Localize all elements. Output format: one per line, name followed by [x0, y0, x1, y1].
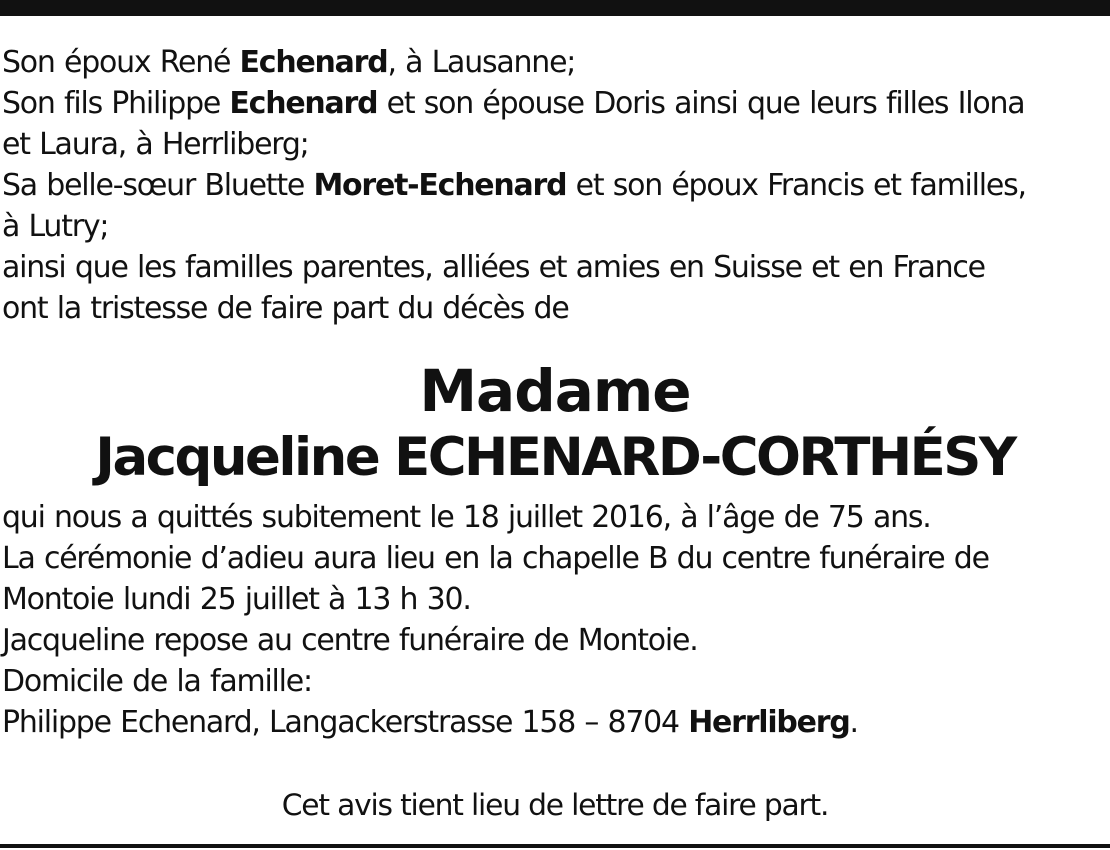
closing-statement: Cet avis tient lieu de lettre de faire part. [281, 788, 829, 823]
son-line-continued: et Laura, à Herrliberg; [2, 127, 309, 162]
relatives-line: ainsi que les familles parentes, alliées et amies en Suisse et en France [2, 250, 985, 285]
repose-line: Jacqueline repose au centre funéraire de Montoie. [2, 623, 698, 658]
top-border-rule [0, 0, 1110, 16]
spouse-prefix: Son époux René [2, 45, 240, 80]
deceased-name-block [2, 359, 1108, 489]
son-suffix: et son épouse Doris ainsi que leurs filles Ilona [377, 86, 1025, 121]
spouse-line [2, 42, 1108, 83]
sister-in-law-line-continued: à Lutry; [2, 209, 109, 244]
bottom-border-rule [0, 844, 1110, 848]
address-city: Herrliberg [688, 705, 850, 740]
death-notice-body [2, 42, 1108, 743]
spouse-surname: Echenard [239, 45, 388, 80]
announcement-line: ont la tristesse de faire part du décès de [2, 291, 569, 326]
spouse-suffix: , à Lausanne; [387, 45, 576, 80]
address-prefix: Philippe Echenard, Langackerstrasse 158 – 8704 [2, 705, 689, 740]
family-address [2, 702, 1108, 743]
ceremony-line: La cérémonie d’adieu aura lieu en la chapelle B du centre funéraire de [2, 541, 989, 576]
sister-in-law-line [2, 165, 1108, 206]
sister-in-law-suffix: et son époux Francis et familles, [566, 168, 1026, 203]
domicile-label: Domicile de la famille: [2, 664, 312, 699]
death-date-line: qui nous a quittés subitement le 18 juillet 2016, à l’âge de 75 ans. [2, 500, 931, 535]
ceremony-line-continued: Montoie lundi 25 juillet à 13 h 30. [2, 582, 471, 617]
sister-in-law-prefix: Sa belle-sœur Bluette [2, 168, 314, 203]
deceased-honorific: Madame [419, 357, 691, 425]
son-surname: Echenard [229, 86, 378, 121]
son-line [2, 83, 1108, 124]
sister-in-law-surname: Moret-Echenard [313, 168, 567, 203]
deceased-full-name: Jacqueline ECHENARD-CORTHÉSY [95, 427, 1015, 488]
son-prefix: Son fils Philippe [2, 86, 230, 121]
address-suffix: . [849, 705, 858, 740]
